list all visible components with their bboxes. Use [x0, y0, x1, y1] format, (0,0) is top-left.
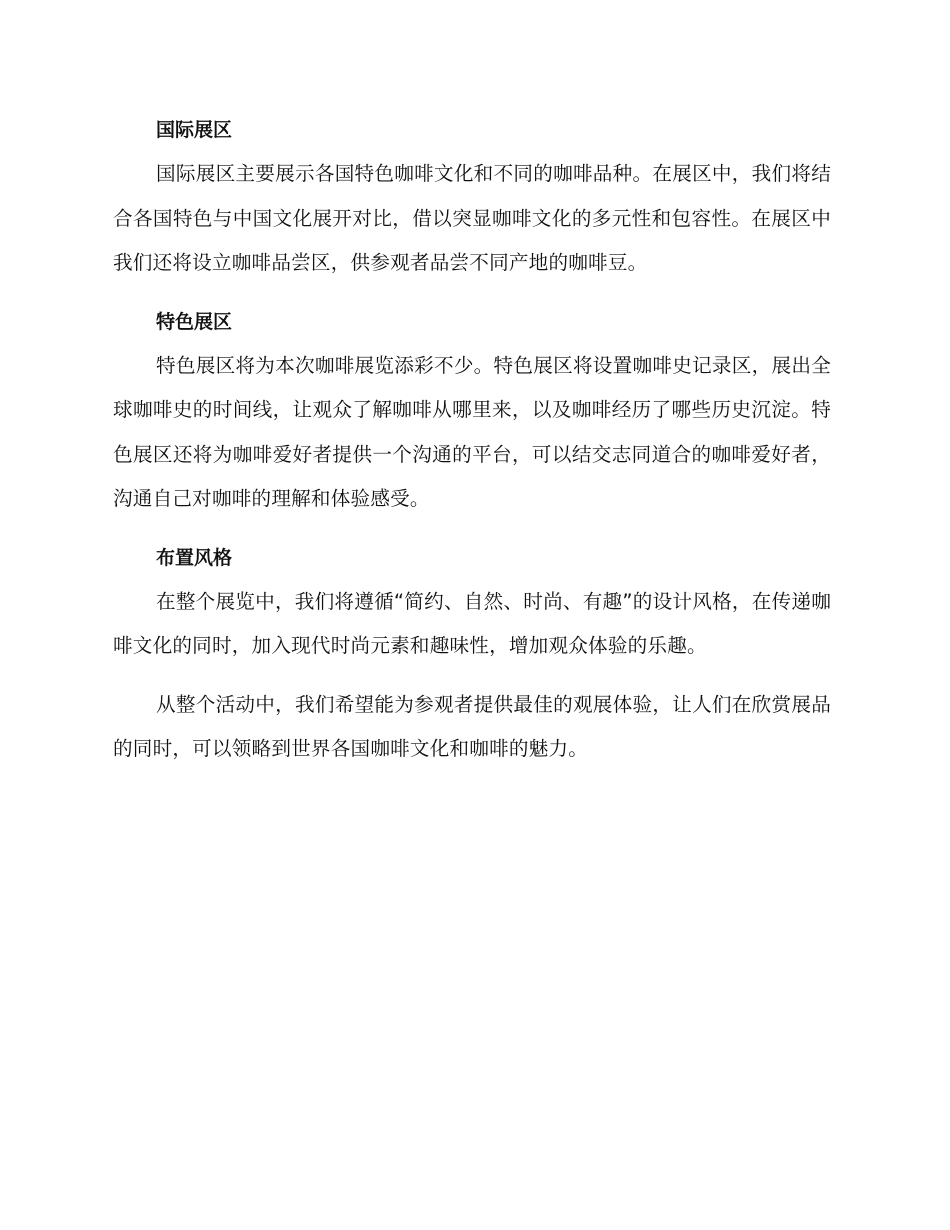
- section-layout-style: [113, 536, 831, 669]
- section-paragraph: 在整个展览中，我们将遵循“简约、自然、时尚、有趣”的设计风格，在传递咖啡文化的同时，加入现代时尚元素和趣味性，增加观众体验的乐趣。: [113, 589, 831, 657]
- section-heading: 国际展区: [156, 119, 233, 141]
- section-paragraph: 国际展区主要展示各国特色咖啡文化和不同的咖啡品种。在展区中，我们将结合各国特色与中国文化展开对比，借以突显咖啡文化的多元性和包容性。在展区中我们还将设立咖啡品尝区，供参观者品尝不同产地的咖啡豆。: [113, 162, 831, 274]
- section-heading: 特色展区: [156, 310, 233, 333]
- section-featured-exhibit: [113, 300, 831, 522]
- section-paragraph: 特色展区将为本次咖啡展览添彩不少。特色展区将设置咖啡史记录区，展出全球咖啡史的时间线，让观众了解咖啡从哪里来，以及咖啡经历了哪些历史沉淀。特色展区还将为咖啡爱好者提供一个沟通的平台，可以结交志同道合的咖啡爱好者，沟通自己对咖啡的理解和体验感受。: [113, 353, 831, 510]
- document-page: [113, 108, 831, 786]
- section-international-exhibit: [113, 108, 831, 286]
- closing-paragraph: 从整个活动中，我们希望能为参观者提供最佳的观展体验，让人们在欣赏展品的同时，可以领略到世界各国咖啡文化和咖啡的魅力。: [113, 692, 831, 760]
- section-heading: 布置风格: [156, 546, 233, 569]
